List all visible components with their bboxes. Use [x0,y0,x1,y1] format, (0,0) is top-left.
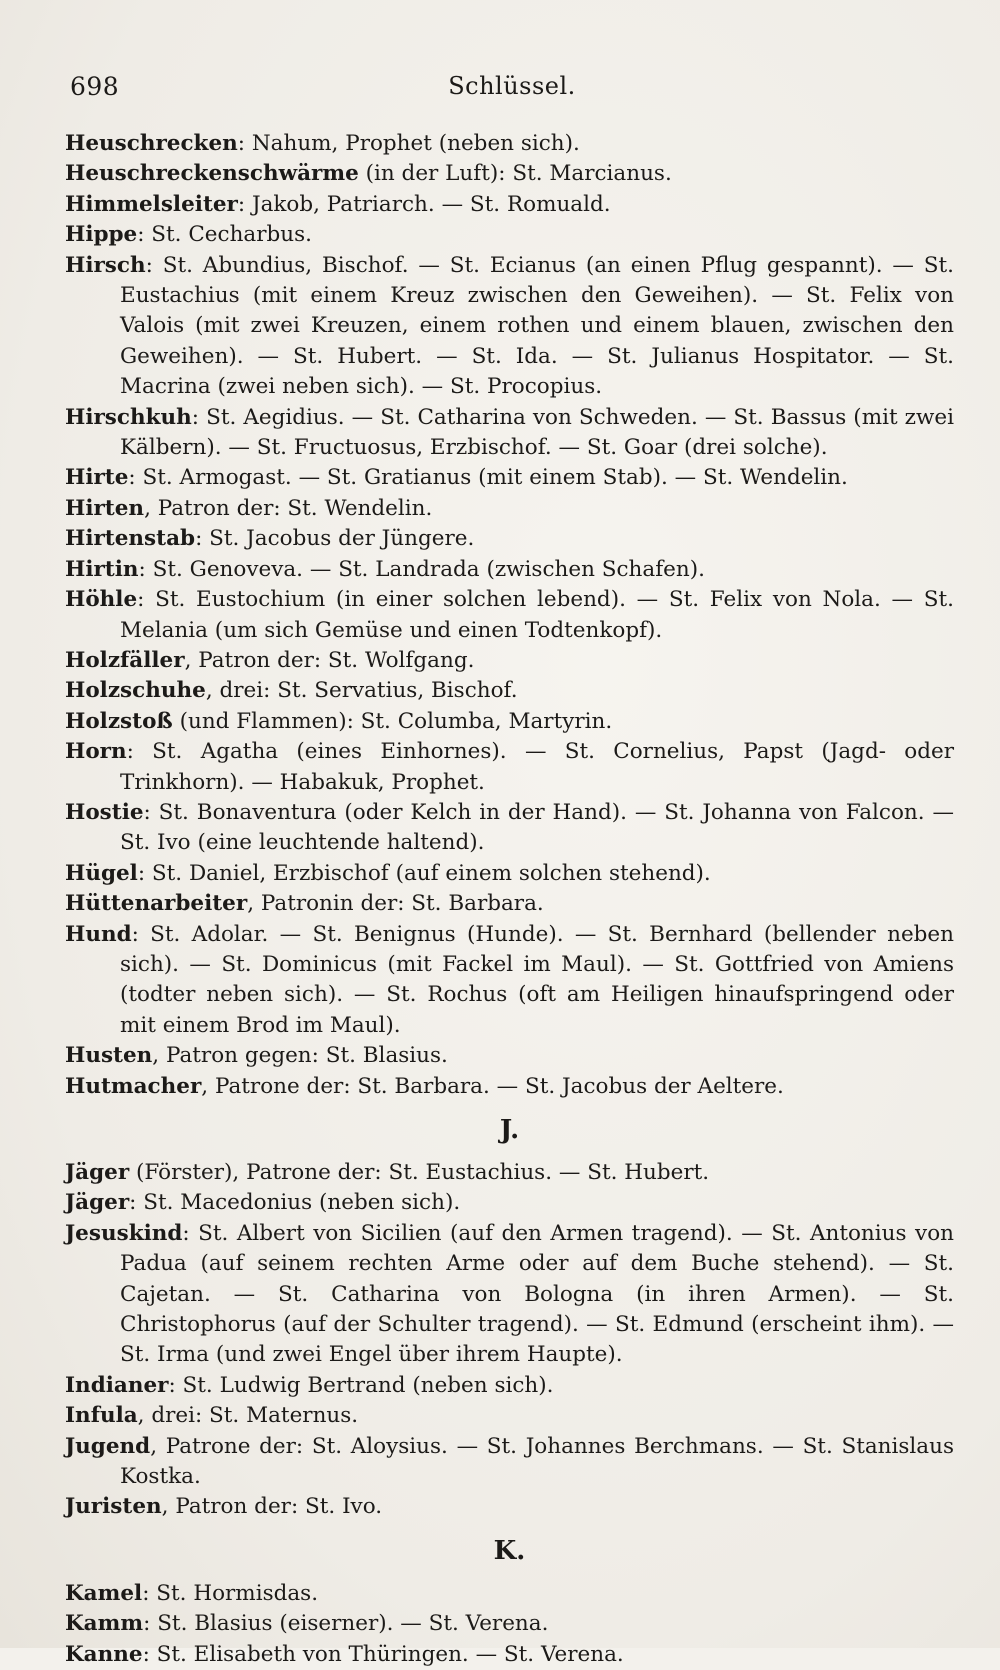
index-entry [65,159,954,189]
index-entry [65,1041,954,1071]
entry-text: : St. Bonaventura (oder Kelch in der Hand). — St. Johanna von Falcon. — St. Ivo (eine leuchtende haltend). [120,799,954,856]
entry-term: Himmelsleiter [65,191,238,217]
index-entry [65,737,954,798]
index-entry [65,1158,954,1188]
index-body [65,129,954,1670]
entry-text: , Patron der: St. Wolfgang. [184,647,475,673]
entry-term: Jugend [65,1433,151,1459]
entry-term: Infula [65,1403,138,1429]
entry-term: Hund [65,921,132,947]
entry-text: , Patrone der: St. Barbara. — St. Jacobus der Aeltere. [201,1073,784,1099]
entry-text: : St. Agatha (eines Einhornes). — St. Cornelius, Papst (Jagd- oder Trinkhorn). — Habakuk, Prophet. [120,739,954,795]
entry-term: Heuschreckenschwärme [65,161,359,187]
entry-term: Hüttenarbeiter [65,891,248,917]
entry-text: , Patron gegen: St. Blasius. [152,1043,448,1069]
index-entry [65,798,954,859]
index-entry [65,190,954,220]
entry-term: Hutmacher [65,1073,202,1099]
index-entry [65,1640,954,1670]
index-entry [65,1219,954,1371]
index-entry [65,220,954,250]
entry-text: (Förster), Patrone der: St. Eustachius. — St. Hubert. [129,1160,710,1185]
entry-term: Hostie [65,799,144,825]
index-entry [65,494,954,524]
index-entry [65,859,954,889]
section-heading-j: J. [499,1115,520,1145]
entry-term: Holzschuhe [65,678,206,704]
index-entry [65,251,954,403]
entry-term: Horn [65,739,127,765]
entry-text: , drei: St. Servatius, Bischof. [205,678,518,704]
entry-term: Juristen [65,1494,162,1520]
entry-text: : St. Hormisdas. [142,1580,319,1606]
index-entry [65,1371,954,1401]
entry-text: : St. Elisabeth von Thüringen. — St. Verena. [142,1641,624,1667]
index-entry [65,524,954,554]
entry-term: Jäger [65,1160,130,1185]
entry-text: : St. Jacobus der Jüngere. [195,526,475,552]
entry-text: : St. Cecharbus. [137,222,312,248]
index-entry [65,889,954,919]
entry-term: Kamel [65,1580,143,1606]
entry-term: Höhle [65,587,138,613]
entry-text: , Patron der: St. Ivo. [161,1494,383,1520]
index-entry [65,1401,954,1431]
entry-term: Hirten [65,495,145,521]
entry-text: : Jakob, Patriarch. — St. Romuald. [237,191,611,217]
entry-text: (und Flammen): St. Columba, Martyrin. [172,708,613,734]
entry-text: : St. Abundius, Bischof. — St. Ecianus (an einen Pflug gespannt). — St. Eustachius (mit einem Kreuz zwischen den Geweihen). — St. Felix von Valois (mit zwei Kreuzen, einem rothen und einem blauen, zwischen den Geweihen). — St. Hubert. — St. Ida. — St. Julianus Hospitator. — St. Macrina (zwei neben sich). — St. Procopius. [120,252,954,400]
entry-text: : St. Blasius (eiserner). — St. Verena. [143,1611,549,1637]
index-entry [65,1072,954,1102]
entry-term: Indianer [65,1372,169,1398]
index-entry [65,1188,954,1218]
index-entry [65,1609,954,1639]
index-entry [65,585,954,646]
index-entry [65,463,954,493]
index-entry [65,920,954,1042]
index-entry [65,676,954,706]
entry-term: Hügel [65,860,138,886]
entry-text: : St. Genoveva. — St. Landrada (zwischen Schafen). [138,556,705,582]
entry-text: : St. Ludwig Bertrand (neben sich). [168,1372,554,1398]
index-entry [65,403,954,464]
entry-term: Jäger [65,1190,130,1216]
entry-term: Kanne [65,1641,143,1667]
entry-text: : Nahum, Prophet (neben sich). [237,131,580,156]
entry-term: Husten [65,1043,153,1069]
entry-text: (in der Luft): St. Marcianus. [358,161,672,187]
index-entry [65,1579,954,1609]
entry-term: Holzfäller [65,647,185,673]
entry-term: Hirtenstab [65,526,196,552]
running-head: Schlüssel. [448,72,576,100]
entry-text: : St. Adolar. — St. Benignus (Hunde). — St. Bernhard (bellender neben sich). — St. Dominicus (mit Fackel im Maul). — St. Gottfried von Amiens (todter neben sich). — St. Rochus (oft am Heiligen hinaufspringend oder mit einem Brod im Maul). [120,921,954,1038]
entry-text: : St. Armogast. — St. Gratianus (mit einem Stab). — St. Wendelin. [128,465,848,491]
entry-text: , drei: St. Maternus. [137,1403,359,1429]
entry-text: : St. Albert von Sicilien (auf den Armen tragend). — St. Antonius von Padua (auf seinem rechten Arme oder auf dem Buche stehend). — St. Cajetan. — St. Catharina von Bologna (in ihren Armen). — St. Christophorus (auf der Schulter tragend). — St. Edmund (erscheint ihm). — St. Irma (und zwei Engel über ihrem Haupte). [120,1220,954,1368]
entry-text: : St. Macedonius (neben sich). [129,1190,461,1216]
entry-term: Hirsch [65,252,146,278]
index-entry [65,1432,954,1493]
entry-term: Hirschkuh [65,404,192,430]
entry-text: , Patron der: St. Wendelin. [144,495,433,521]
entry-text: : St. Daniel, Erzbischof (auf einem solchen stehend). [137,860,711,886]
entry-text: : St. Aegidius. — St. Catharina von Schweden. — St. Bassus (mit zwei Kälbern). — St. Fructuosus, Erzbischof. — St. Goar (drei solche). [120,404,954,461]
entry-text: : St. Eustochium (in einer solchen lebend). — St. Felix von Nola. — St. Melania (um sich Gemüse und einen Todtenkopf). [120,587,954,643]
entry-term: Hirtin [65,556,139,582]
entry-term: Jesuskind [65,1220,183,1246]
entry-term: Holzstoß [65,708,173,734]
entry-term: Hippe [65,222,138,248]
index-entry [65,1492,954,1522]
index-entry [65,707,954,737]
entry-text: , Patrone der: St. Aloysius. — St. Johannes Berchmans. — St. Stanislaus Kostka. [120,1433,954,1490]
page-number: 698 [70,72,120,101]
entry-text: , Patronin der: St. Barbara. [247,891,544,917]
entry-term: Kamm [65,1611,144,1637]
index-entry [65,129,954,159]
index-entry [65,646,954,676]
entry-term: Heuschrecken [65,131,238,156]
index-entry [65,555,954,585]
entry-term: Hirte [65,465,129,491]
page-header [70,72,954,108]
section-heading-k: K. [493,1535,526,1566]
